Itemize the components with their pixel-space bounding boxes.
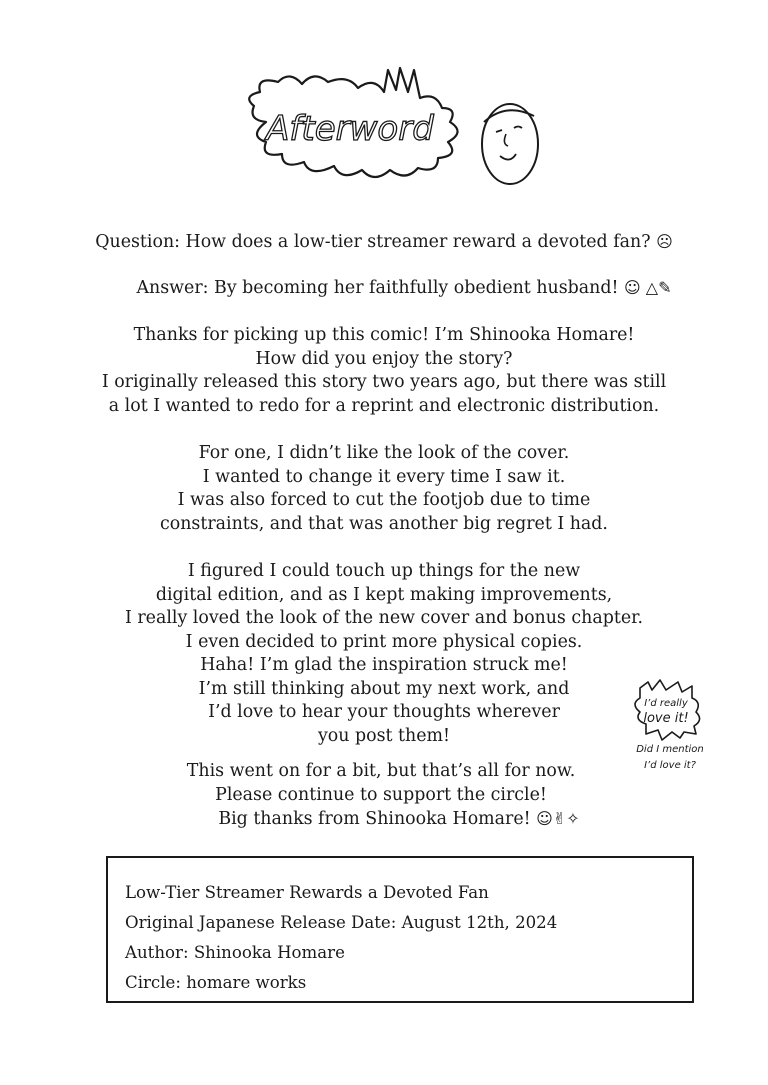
closing-emoji-icon: ☺✌✧ [536, 809, 580, 828]
afterword-title-text: Afterword [266, 109, 434, 149]
improve-line: I figured I could touch up things for the new [187, 561, 581, 581]
regret-line: I was also forced to cut the footjob due to time [177, 490, 591, 510]
regret-line: For one, I didn’t like the look of the cover. [198, 443, 570, 463]
question-emoji-icon: ☹ [656, 232, 673, 251]
side-bubble-text-2: love it! [643, 711, 689, 726]
answer-text: Answer: By becoming her faithfully obedient husband! [136, 278, 619, 298]
answer-emoji-icon: ☺ △✎ [624, 278, 672, 297]
thanks-line: I originally released this story two years ago, but there was still [101, 372, 667, 392]
credits-author: Author: Shinooka Homare [125, 943, 345, 962]
closing-line: Please continue to support the circle! [215, 784, 547, 805]
credits-box [106, 856, 694, 1003]
closing-line: This went on for a bit, but that’s all for now. [186, 761, 576, 781]
question-paragraph [0, 230, 768, 255]
burst-bubble-icon [635, 680, 700, 740]
credits-circle: Circle: homare works [125, 973, 307, 992]
credits-title: Low-Tier Streamer Rewards a Devoted Fan [125, 883, 489, 902]
credits-release-date: Original Japanese Release Date: August 12th, 2024 [125, 913, 558, 932]
improve-line: I’m still thinking about my next work, and [198, 678, 570, 699]
regret-line: constraints, and that was another big regret I had. [160, 513, 608, 534]
side-bubble-text-1: I’d really [644, 698, 688, 709]
improve-line: I’d love to hear your thoughts wherever [208, 702, 560, 722]
regret-line: I wanted to change it every time I saw it. [202, 466, 566, 487]
question-text: Question: How does a low-tier streamer reward a devoted fan? [95, 232, 651, 252]
side-caption-2: I’d love it? [644, 760, 696, 771]
improve-line: I even decided to print more physical copies. [185, 631, 583, 652]
speech-bubble-burst-icon [238, 62, 558, 202]
afterword-title-art [238, 62, 558, 202]
thanks-line: How did you enjoy the story? [255, 348, 513, 369]
thanks-paragraph [0, 324, 768, 418]
improve-line: I really loved the look of the new cover and bonus chapter. [124, 608, 644, 628]
improve-line: digital edition, and as I kept making improvements, [155, 584, 613, 605]
side-note-doodle [626, 672, 726, 780]
answer-paragraph [20, 276, 768, 301]
smiling-face-doodle-icon [482, 104, 538, 184]
improve-line: Haha! I’m glad the inspiration struck me! [200, 655, 568, 675]
improve-line: you post them! [317, 725, 451, 746]
side-caption-1: Did I mention [636, 744, 704, 755]
thanks-line: Thanks for picking up this comic! I’m Shinooka Homare! [133, 325, 635, 345]
regret-paragraph [0, 442, 768, 536]
thanks-line: a lot I wanted to redo for a reprint and electronic distribution. [108, 395, 660, 416]
closing-line: Big thanks from Shinooka Homare! [218, 809, 531, 829]
